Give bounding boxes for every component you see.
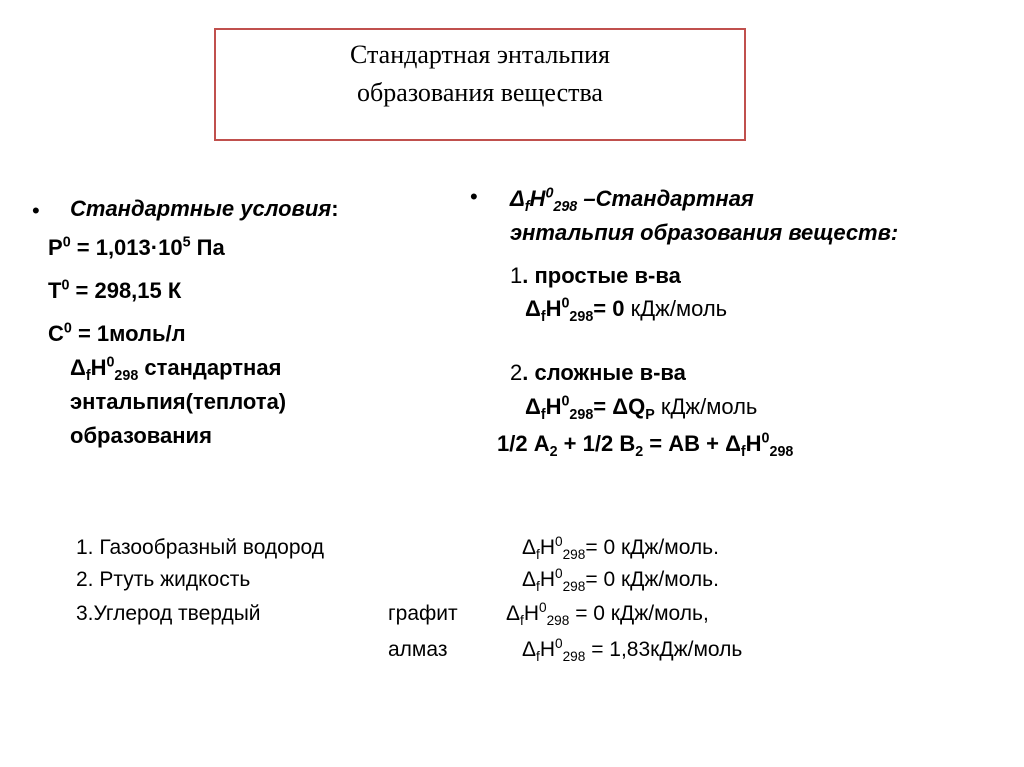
enthalpy-def-line-3: образования bbox=[70, 423, 212, 448]
standard-conditions-label: Стандартные условия bbox=[70, 196, 332, 221]
reaction-equation bbox=[497, 430, 794, 460]
example-H: H bbox=[539, 638, 555, 661]
simple-substances-equation bbox=[525, 295, 728, 325]
enthalpy-sub-298: 298 bbox=[569, 309, 594, 325]
enthalpy-def-text-1: стандартная bbox=[138, 355, 282, 380]
enthalpy-def-line-2: энтальпия(теплота) bbox=[70, 389, 287, 414]
enthalpy-H: H bbox=[90, 355, 107, 380]
example-row-1-value bbox=[522, 533, 719, 562]
concentration-label: С bbox=[48, 321, 64, 346]
item-1-text: . простые в-ва bbox=[522, 263, 681, 288]
complex-substances-equation bbox=[525, 393, 758, 423]
enthalpy-sup-0: 0 bbox=[761, 430, 770, 447]
delta-symbol: Δ bbox=[522, 536, 537, 559]
example-sup-0: 0 bbox=[555, 635, 563, 651]
item-1-number: 1 bbox=[510, 263, 523, 288]
example-sup-0: 0 bbox=[555, 565, 563, 581]
example-sub-298: 298 bbox=[562, 648, 586, 664]
example-sub-f: f bbox=[536, 648, 540, 664]
enthalpy-H: H bbox=[529, 186, 546, 211]
reaction-b-sub: 2 bbox=[635, 444, 644, 460]
delta-symbol: Δ bbox=[70, 355, 86, 380]
enthalpy-sub-f: f bbox=[740, 444, 746, 460]
example-value-text: = 0 кДж/моль. bbox=[585, 536, 719, 559]
enthalpy-H: H bbox=[745, 431, 762, 456]
concentration-sup: 0 bbox=[63, 320, 72, 337]
heat-Q-sub: P bbox=[645, 407, 655, 423]
enthalpy-sub-f: f bbox=[540, 309, 546, 325]
temperature-value: = 298,15 К bbox=[69, 278, 182, 303]
example-value-text: = 0 кДж/моль, bbox=[569, 602, 709, 625]
example-row-2-label: 2. Ртуть жидкость bbox=[76, 568, 251, 591]
enthalpy-sub-f: f bbox=[85, 368, 91, 384]
enthalpy-H: H bbox=[545, 296, 562, 321]
example-sub-f: f bbox=[520, 612, 524, 628]
delta-symbol: Δ bbox=[522, 568, 537, 591]
delta-symbol: Δ bbox=[525, 296, 541, 321]
title-box bbox=[214, 28, 746, 141]
concentration-value: = 1моль/л bbox=[71, 321, 186, 346]
pressure-unit: Па bbox=[190, 235, 225, 260]
example-sub-f: f bbox=[536, 578, 540, 594]
enthalpy-sup-0: 0 bbox=[106, 354, 115, 371]
example-H: H bbox=[539, 536, 555, 559]
example-sub-298: 298 bbox=[546, 612, 570, 628]
example-row-1-label: 1. Газообразный водород bbox=[76, 536, 324, 559]
title-line-1: Стандартная энтальпия bbox=[350, 40, 610, 69]
reaction-a-sub: 2 bbox=[549, 444, 558, 460]
page-title bbox=[216, 36, 744, 112]
delta-symbol: Δ bbox=[510, 186, 525, 211]
enthalpy-sub-298: 298 bbox=[569, 407, 594, 423]
example-sub-298: 298 bbox=[562, 578, 586, 594]
pressure-exponent: 5 bbox=[182, 234, 191, 251]
item-1-eq-unit: кДж/моль bbox=[624, 296, 728, 321]
enthalpy-sub-298: 298 bbox=[114, 368, 139, 384]
title-line-2: образования вещества bbox=[357, 78, 603, 107]
example-sub-298: 298 bbox=[562, 546, 586, 562]
delta-symbol: Δ bbox=[725, 431, 741, 456]
bullet-right: • bbox=[470, 184, 478, 209]
example-row-2-value bbox=[522, 565, 719, 594]
right-heading-line-2: энтальпия образования веществ: bbox=[510, 220, 899, 245]
right-heading-rest: –Стандартная bbox=[577, 186, 754, 211]
enthalpy-sup-0: 0 bbox=[561, 295, 570, 312]
enthalpy-sup-0: 0 bbox=[545, 185, 554, 202]
enthalpy-H: H bbox=[545, 394, 562, 419]
delta-symbol: Δ bbox=[506, 602, 521, 625]
example-row-3-label: 3.Углерод твердый bbox=[76, 602, 261, 625]
enthalpy-sub-298: 298 bbox=[769, 444, 794, 460]
pressure-value: = 1,013·10 bbox=[70, 235, 183, 260]
reaction-rest: = АВ + bbox=[643, 431, 726, 456]
item-2-number: 2 bbox=[510, 360, 523, 385]
example-sub-f: f bbox=[536, 546, 540, 562]
pressure-label: Р bbox=[48, 235, 63, 260]
temperature-sup: 0 bbox=[61, 277, 70, 294]
pressure-line bbox=[48, 235, 225, 261]
simple-substances-line bbox=[510, 263, 681, 289]
example-row-3-form: графит bbox=[388, 602, 458, 625]
example-row-3-value bbox=[506, 599, 709, 628]
enthalpy-sub-f: f bbox=[524, 199, 530, 215]
delta-symbol: Δ bbox=[525, 394, 541, 419]
pressure-sup: 0 bbox=[62, 234, 71, 251]
item-2-eq-unit: кДж/моль bbox=[654, 394, 758, 419]
delta-symbol: Δ bbox=[522, 638, 537, 661]
complex-substances-line bbox=[510, 360, 686, 386]
concentration-line bbox=[48, 321, 186, 347]
example-H: H bbox=[523, 602, 539, 625]
heat-Q: Q bbox=[628, 394, 646, 419]
right-heading-line-1 bbox=[510, 185, 754, 215]
enthalpy-sub-f: f bbox=[540, 407, 546, 423]
temperature-label: Т bbox=[48, 278, 62, 303]
bullet-left: • bbox=[32, 198, 40, 223]
example-sup-0: 0 bbox=[539, 599, 547, 615]
reaction-b: + 1/2 В bbox=[557, 431, 636, 456]
enthalpy-def-line-1 bbox=[70, 354, 282, 384]
temperature-line bbox=[48, 278, 181, 304]
example-row-4-value bbox=[522, 635, 743, 664]
reaction-a: 1/2 А bbox=[497, 431, 550, 456]
example-value-text: = 1,83кДж/моль bbox=[585, 638, 743, 661]
enthalpy-sup-0: 0 bbox=[561, 393, 570, 410]
standard-conditions-heading bbox=[70, 196, 339, 222]
example-H: H bbox=[539, 568, 555, 591]
item-2-eq-value: = bbox=[593, 394, 613, 419]
example-value-text: = 0 кДж/моль. bbox=[585, 568, 719, 591]
enthalpy-sub-298: 298 bbox=[553, 199, 578, 215]
example-sup-0: 0 bbox=[555, 533, 563, 549]
item-2-text: . сложные в-ва bbox=[522, 360, 686, 385]
delta-symbol: Δ bbox=[612, 394, 629, 419]
standard-conditions-colon: : bbox=[331, 196, 339, 221]
item-1-eq-value: = 0 bbox=[593, 296, 625, 321]
example-row-4-form: алмаз bbox=[388, 638, 448, 661]
